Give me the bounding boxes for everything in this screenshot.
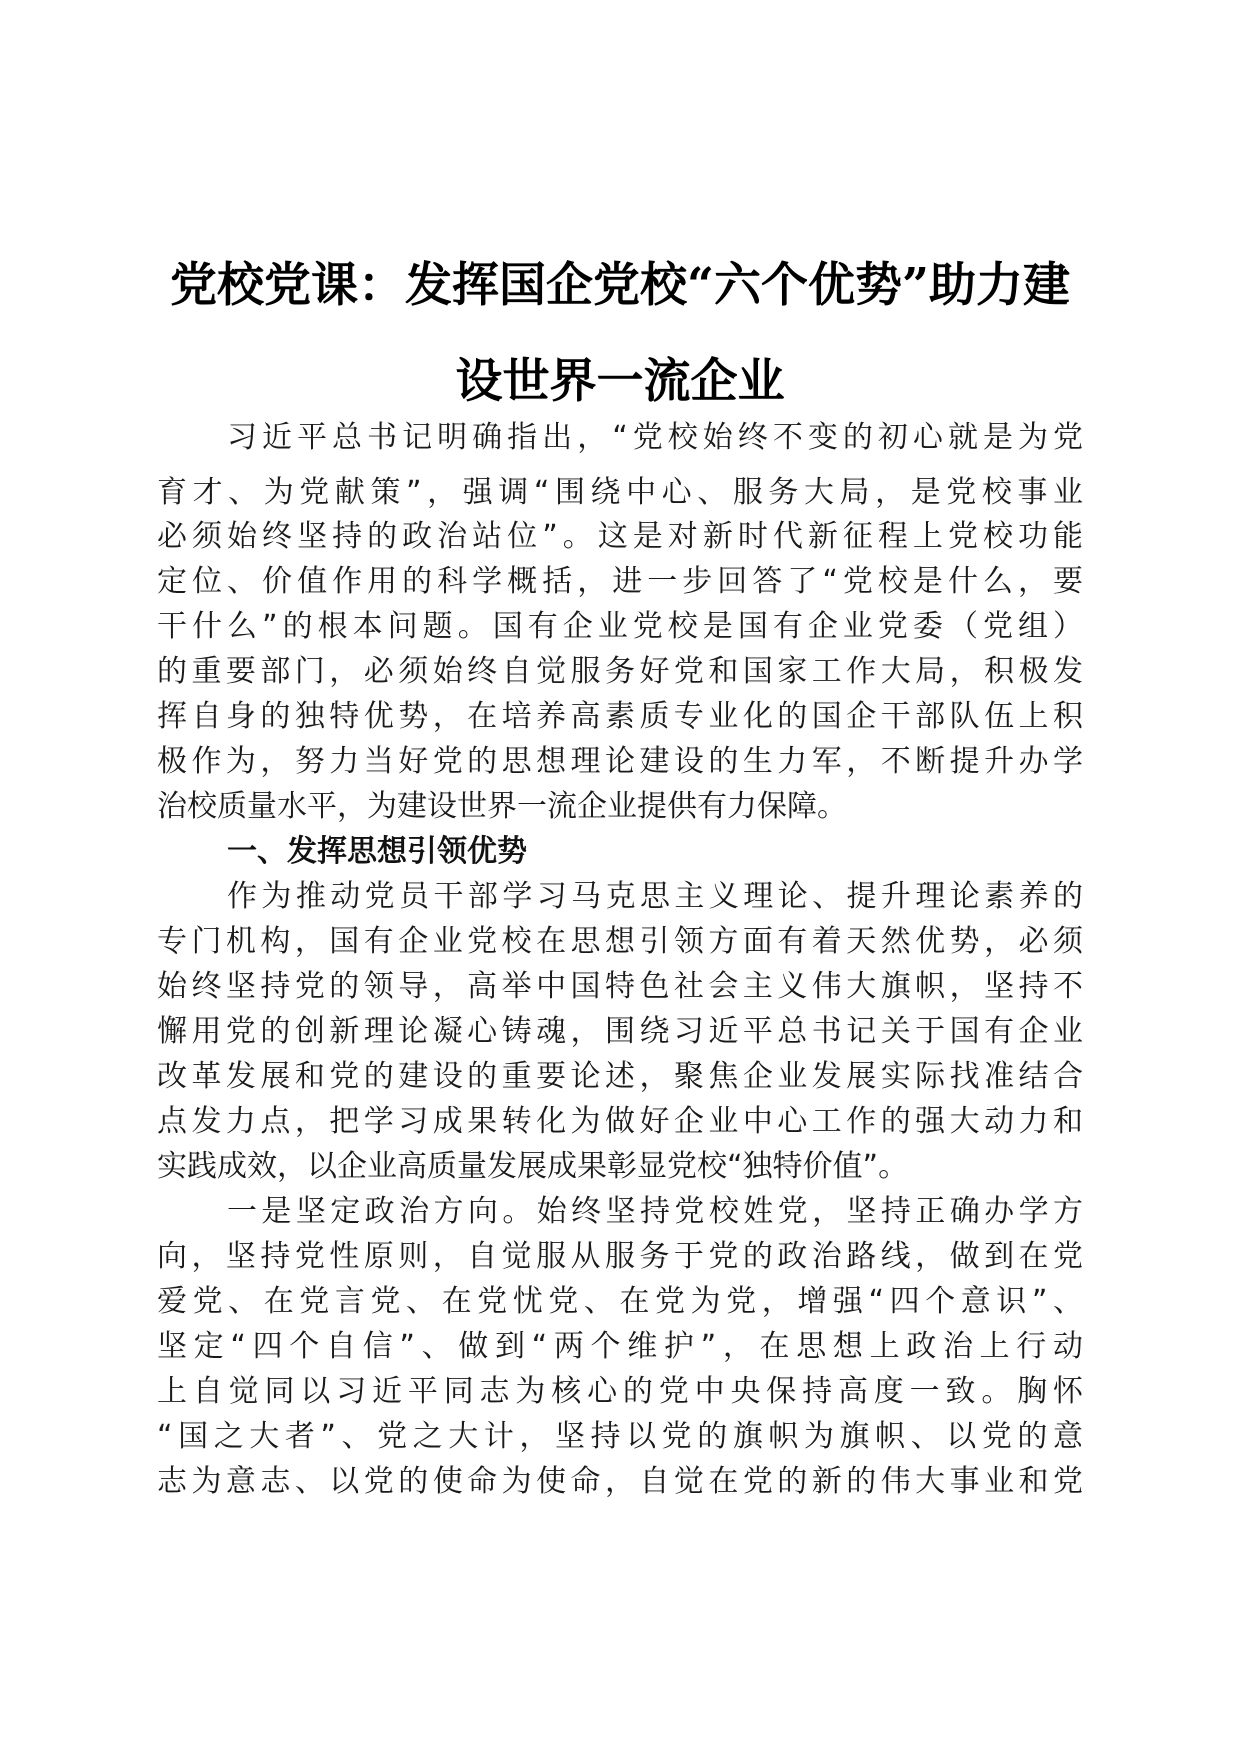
document-title-line-2: 设世界一流企业 <box>455 354 785 409</box>
paragraph-line: 改革发展和党的建设的重要论述，聚焦企业发展实际找准结合 <box>157 1059 1083 1094</box>
paragraph-line: 坚定“四个自信”、做到“两个维护”，在思想上政治上行动 <box>157 1329 1083 1364</box>
paragraph-line: 上自觉同以习近平同志为核心的党中央保持高度一致。胸怀 <box>157 1374 1083 1409</box>
paragraph-line: 懈用党的创新理论凝心铸魂，围绕习近平总书记关于国有企业 <box>157 1014 1083 1049</box>
paragraph-line: 极作为，努力当好党的思想理论建设的生力军，不断提升办学 <box>157 744 1083 779</box>
paragraph-line: 实践成效，以企业高质量发展成果彰显党校“独特价值”。 <box>157 1149 909 1184</box>
paragraph-line: 一是坚定政治方向。始终坚持党校姓党，坚持正确办学方 <box>227 1194 1083 1229</box>
paragraph-line: 点发力点，把学习成果转化为做好企业中心工作的强大动力和 <box>157 1104 1083 1139</box>
section-heading: 一、发挥思想引领优势 <box>227 834 527 869</box>
paragraph-line: “国之大者”、党之大计，坚持以党的旗帜为旗帜、以党的意 <box>157 1419 1083 1454</box>
paragraph-line: 干什么”的根本问题。国有企业党校是国有企业党委（党组） <box>157 609 1083 644</box>
document-title-line-1: 党校党课：发挥国企党校“六个优势”助力建 <box>169 258 1071 313</box>
paragraph-line: 育才、为党献策”，强调“围绕中心、服务大局，是党校事业 <box>157 475 1083 510</box>
paragraph-line: 作为推动党员干部学习马克思主义理论、提升理论素养的 <box>227 879 1083 914</box>
paragraph-line: 定位、价值作用的科学概括，进一步回答了“党校是什么，要 <box>157 564 1083 599</box>
paragraph-line: 爱党、在党言党、在党忧党、在党为党，增强“四个意识”、 <box>157 1284 1083 1319</box>
paragraph-line: 治校质量水平，为建设世界一流企业提供有力保障。 <box>157 789 847 824</box>
paragraph-line: 的重要部门，必须始终自觉服务好党和国家工作大局，积极发 <box>157 654 1083 689</box>
paragraph-line: 志为意志、以党的使命为使命，自觉在党的新的伟大事业和党 <box>157 1464 1083 1499</box>
paragraph-line: 向，坚持党性原则，自觉服从服务于党的政治路线，做到在党 <box>157 1239 1083 1274</box>
paragraph-line: 必须始终坚持的政治站位”。这是对新时代新征程上党校功能 <box>157 519 1083 554</box>
paragraph-line: 专门机构，国有企业党校在思想引领方面有着天然优势，必须 <box>157 924 1083 959</box>
paragraph-line: 挥自身的独特优势，在培养高素质专业化的国企干部队伍上积 <box>157 699 1083 734</box>
paragraph-line: 始终坚持党的领导，高举中国特色社会主义伟大旗帜，坚持不 <box>157 969 1083 1004</box>
paragraph-line: 习近平总书记明确指出，“党校始终不变的初心就是为党 <box>227 420 1083 455</box>
